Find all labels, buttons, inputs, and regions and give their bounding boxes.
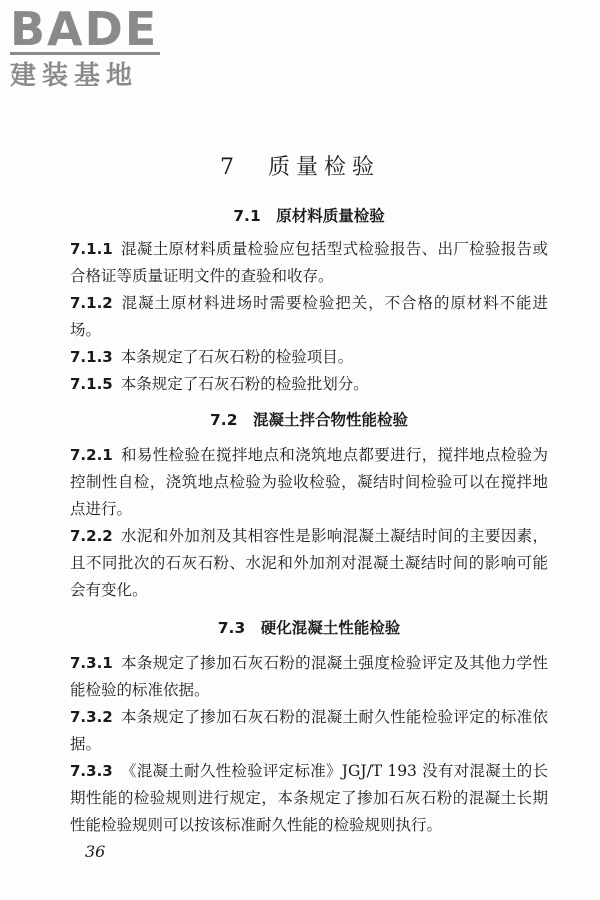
document-body (70, 204, 548, 839)
clause-text: 混凝土原材料质量检验应包括型式检验报告、出厂检验报告或合格证等质量证明文件的查验和收存。 (70, 240, 548, 285)
clause-text: 本条规定了石灰石粉的检验项目。 (120, 348, 354, 366)
clause-number: 7.2.2 (70, 527, 113, 545)
clause-text: 《混凝土耐久性检验评定标准》JGJ/T 193 没有对混凝土的长期性能的检验规则进行规定，本条规定了掺加石灰石粉的混凝土长期性能检验规则可以按该标准耐久性能的检验规则执行。 (70, 762, 548, 834)
clause-text: 本条规定了石灰石粉的检验批划分。 (120, 375, 369, 393)
clause (70, 704, 548, 758)
logo-brand: BADE (10, 2, 159, 56)
bade-logo (10, 4, 180, 93)
clause-number: 7.3.1 (70, 654, 113, 672)
clause-number: 7.1.1 (70, 240, 113, 258)
clause (70, 442, 548, 523)
clause-number: 7.1.2 (70, 294, 113, 312)
section-title: 7.3 硬化混凝土性能检验 (217, 619, 401, 637)
clause-text: 混凝土原材料进场时需要检验把关，不合格的原材料不能进场。 (70, 294, 548, 339)
clause-number: 7.3.2 (70, 708, 113, 726)
clause (70, 523, 548, 604)
clause-number: 7.1.5 (70, 375, 113, 393)
clause-text: 本条规定了掺加石灰石粉的混凝土强度检验评定及其他力学性能检验的标准依据。 (70, 654, 548, 699)
clause (70, 344, 548, 371)
clause-number: 7.2.1 (70, 446, 113, 464)
clause (70, 650, 548, 704)
clause (70, 758, 548, 839)
clause (70, 371, 548, 398)
clause-text: 水泥和外加剂及其相容性是影响混凝土凝结时间的主要因素，且不同批次的石灰石粉、水泥和外加剂对混凝土凝结时间的影响可能会有变化。 (70, 527, 548, 599)
logo-subtitle: 建装基地 (10, 61, 139, 91)
clause-text: 和易性检验在搅拌地点和浇筑地点都要进行，搅拌地点检验为控制性自检，浇筑地点检验为验收检验，凝结时间检验可以在搅拌地点进行。 (70, 446, 548, 518)
clause-text: 本条规定了掺加石灰石粉的混凝土耐久性能检验评定的标准依据。 (70, 708, 548, 753)
section-title: 7.2 混凝土拌合物性能检验 (210, 411, 408, 429)
clause (70, 290, 548, 344)
section-title: 7.1 原材料质量检验 (233, 207, 385, 225)
chapter-title: 7 质量检验 (220, 155, 380, 180)
clause-number: 7.3.3 (70, 762, 113, 780)
page-number: 36 (85, 842, 106, 861)
clause (70, 236, 548, 290)
clause-number: 7.1.3 (70, 348, 113, 366)
